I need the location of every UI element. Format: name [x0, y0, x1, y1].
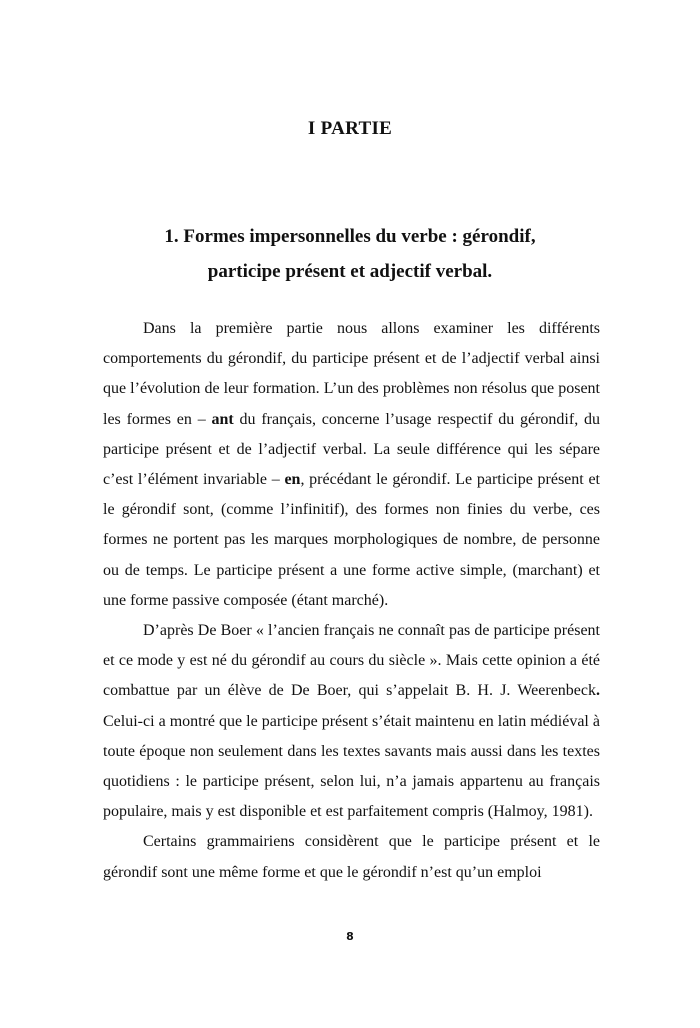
body-text — [103, 314, 600, 888]
paragraph-1-text-c: du français, concerne l’usage respectif du gérondif, du participe présent et de l’adjectif verbal. La seule différence qui les sépare c’est l’élément invariable – — [103, 410, 600, 489]
bold-term-en: en — [284, 471, 301, 489]
paragraph-3 — [103, 827, 600, 887]
bold-period: . — [596, 682, 600, 700]
part-title: I PARTIE — [307, 118, 393, 139]
paragraph-2-text-c: Celui-ci a montré que le participe présent s’était maintenu en latin médiéval à toute époque non seulement dans les textes savants mais aussi dans les textes quotidiens : le participe présent, selon lui, n’a jamais appartenu au français populaire, mais y est disponible et est parfaitement compris (Halmoy, 1981). — [103, 712, 600, 821]
section-title-line-1: 1. Formes impersonnelles du verbe : gérondif, — [164, 226, 536, 247]
paragraph-1-text-e: , précédant le gérondif. Le participe présent et le gérondif sont, (comme l’infinitif), des formes non finies du verbe, ces formes ne portent pas les marques morphologiques de nombre, de personne ou de temps. Le participe présent a une forme active simple, (marchant) et une forme passive composée (étant marché). — [103, 471, 600, 609]
section-title — [120, 219, 580, 289]
paragraph-2 — [103, 616, 600, 827]
paragraph-3-text: Certains grammairiens considèrent que le participe présent et le gérondif sont une même forme et que le gérondif n’est qu’un emploi — [103, 833, 600, 881]
page-number: 8 — [346, 930, 354, 943]
section-title-line-2: participe présent et adjectif verbal. — [207, 261, 493, 282]
bold-term-ant: ant — [211, 410, 234, 428]
paragraph-2-text-a: D’après De Boer « l’ancien français ne connaît pas de participe présent et ce mode y est né du gérondif au cours du siècle ». Mais cette opinion a été combattue par un élève de De Boer, qui s’appelait B. H. J. Weerenbeck — [103, 622, 600, 700]
paragraph-1-text-a: Dans la première partie nous allons examiner les différents comportements du gérondif, du participe présent et de l’adjectif verbal ainsi que l’évolution de leur formation. L’un des problèmes non résolus que posent les formes en – — [103, 320, 600, 428]
paragraph-1 — [103, 314, 600, 616]
